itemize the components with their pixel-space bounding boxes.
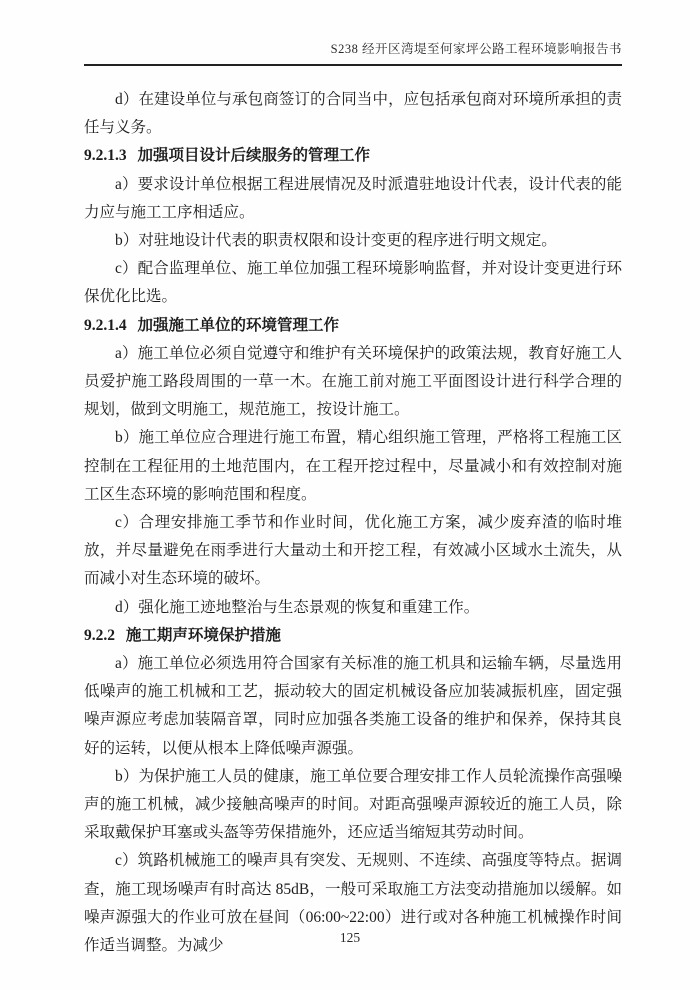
paragraph: c）合理安排施工季节和作业时间，优化施工方案，减少废弃渣的临时堆放，并尽量避免在雨季进行大量动土和开挖工程，有效减小区域水土流失，从而减小对生态环境的破坏。 — [84, 514, 622, 588]
paragraph: b）对驻地设计代表的职责权限和设计变更的程序进行明文规定。 — [115, 232, 557, 250]
report-title: S238 经开区湾堤至何家坪公路工程环境影响报告书 — [330, 42, 622, 56]
page-footer — [0, 930, 700, 946]
section-heading — [84, 142, 622, 170]
section-heading — [84, 622, 622, 650]
section-title: 施工期声环境保护措施 — [125, 626, 281, 644]
paragraph: d）在建设单位与承包商签订的合同当中，应包括承包商对环境所承担的责任与义务。 — [84, 91, 622, 137]
section-heading — [84, 312, 622, 340]
page-header — [84, 40, 622, 74]
page-number: 125 — [339, 930, 361, 945]
header-divider — [84, 64, 622, 66]
paragraph: d）强化施工迹地整治与生态景观的恢复和重建工作。 — [115, 598, 480, 616]
paragraph: b）施工单位应合理进行施工布置，精心组织施工管理，严格将工程施工区控制在工程征用的土地范围内，在工程开挖过程中，尽量减小和有效控制对施工区生态环境的影响范围和程度。 — [84, 429, 622, 503]
paragraph: a）施工单位必须自觉遵守和维护有关环境保护的政策法规，教育好施工人员爱护施工路段周围的一草一木。在施工前对施工平面图设计进行科学合理的规划，做到文明施工，规范施工，按设计施工。 — [84, 344, 622, 419]
paragraph: b）为保护施工人员的健康，施工单位要合理安排工作人员轮流操作高强噪声的施工机械，减少接触高噪声的时间。对距高强噪声源较近的施工人员，除采取戴保护耳塞或头盔等劳保措施外，还应适当缩短其劳动时间。 — [84, 767, 622, 842]
paragraph: a）要求设计单位根据工程进展情况及时派遣驻地设计代表，设计代表的能力应与施工工序相适应。 — [84, 175, 622, 221]
section-number: 9.2.1.3 — [84, 147, 127, 165]
paragraph: c）配合监理单位、施工单位加强工程环境影响监督，并对设计变更进行环保优化比选。 — [84, 260, 622, 306]
section-number: 9.2.1.4 — [84, 316, 127, 334]
section-number: 9.2.2 — [84, 626, 115, 644]
paragraph: a）施工单位必须选用符合国家有关标准的施工机具和运输车辆，尽量选用低噪声的施工机械和工艺，振动较大的固定机械设备应加装减振机座，固定强噪声源应考虑加装隔音罩，同时应加强各类施工设备的维护和保养，保持其良好的运转，以便从根本上降低噪声源强。 — [84, 655, 622, 757]
document-body — [84, 86, 622, 960]
section-title: 加强施工单位的环境管理工作 — [137, 316, 339, 334]
section-title: 加强项目设计后续服务的管理工作 — [137, 147, 370, 165]
paragraph: c）筑路机械施工的噪声具有突发、无规则、不连续、高强度等特点。据调查，施工现场噪声有时高达 85dB，一般可采取施工方法变动措施加以缓解。如噪声源强大的作业可放在昼间（06:00~22:00）进行或对各种施工机械操作时间作适当调整。为减少 — [84, 852, 622, 955]
